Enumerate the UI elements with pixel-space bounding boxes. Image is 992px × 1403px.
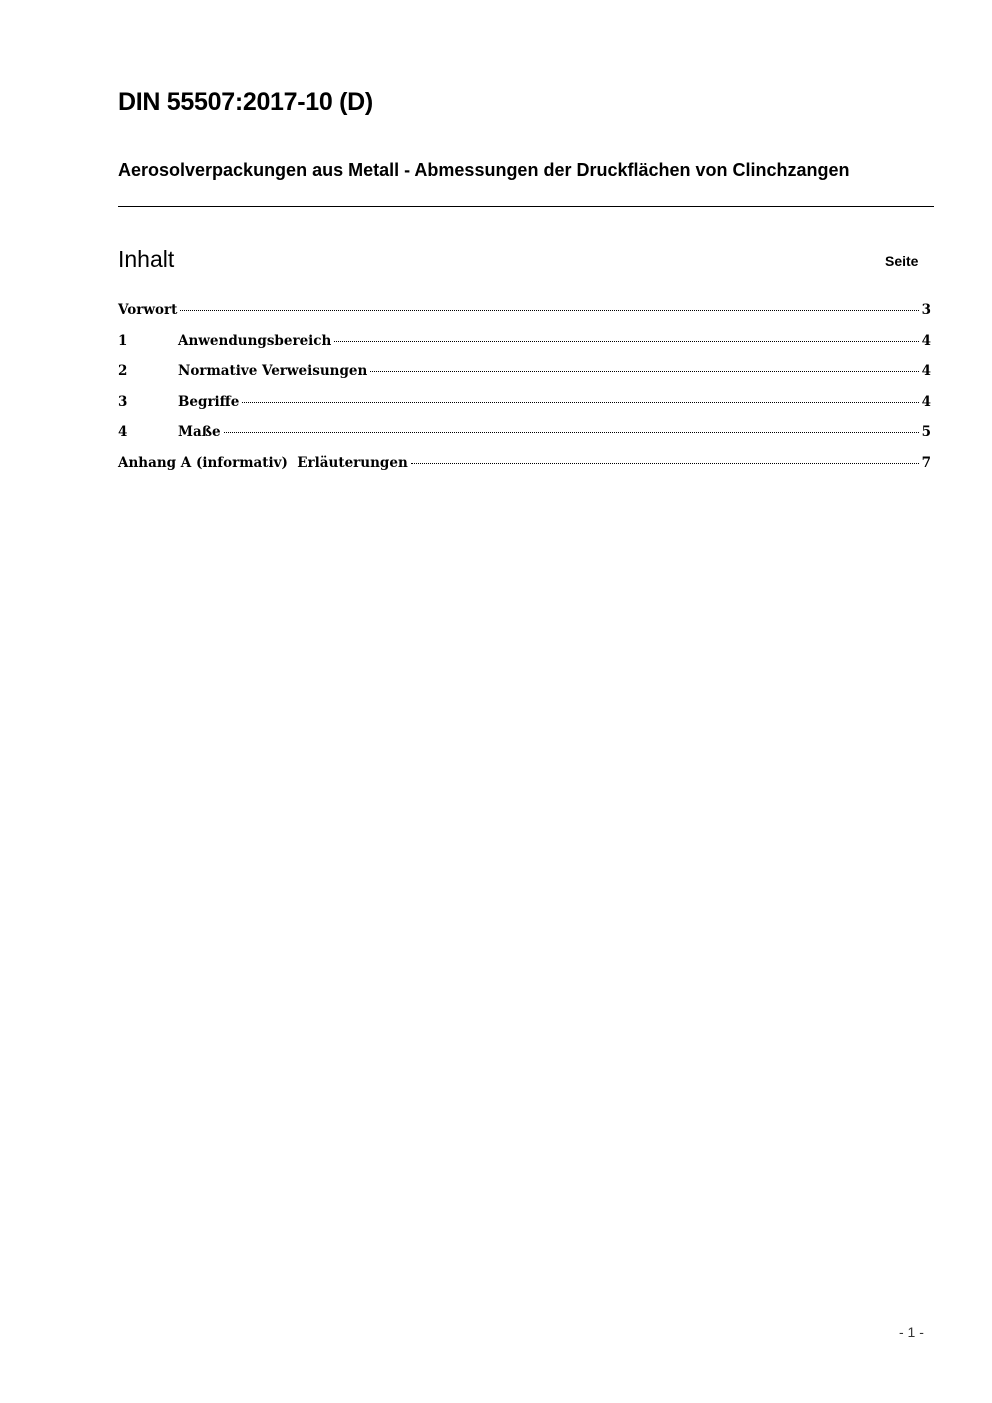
toc-dot-leader — [411, 463, 919, 464]
toc-entry-number: 4 — [118, 424, 128, 440]
table-of-contents — [118, 302, 931, 485]
toc-page-column-label: Seite — [885, 253, 919, 269]
subtitle-rule — [118, 206, 934, 207]
toc-entry-number: 1 — [118, 332, 128, 349]
page-number: - 1 - — [899, 1324, 924, 1340]
toc-dot-leader — [180, 310, 918, 311]
toc-entry-label: Begriffe — [178, 393, 240, 410]
toc-dot-leader — [242, 402, 918, 403]
document-title: DIN 55507:2017-10 (D) — [118, 88, 373, 116]
toc-entry-label: Maße — [178, 424, 221, 440]
toc-entry-label: Anwendungsbereich — [178, 332, 332, 349]
toc-entry-anhang-a[interactable] — [118, 455, 931, 486]
toc-entry-page: 7 — [921, 454, 931, 471]
toc-dot-leader — [370, 371, 918, 372]
toc-entry-anwendungsbereich[interactable] — [118, 333, 931, 364]
toc-entry-number: 3 — [118, 393, 128, 410]
toc-entry-vorwort[interactable] — [118, 302, 931, 333]
toc-entry-page: 4 — [921, 363, 931, 379]
toc-entry-page: 4 — [921, 393, 931, 410]
toc-entry-number: 2 — [118, 363, 128, 379]
toc-entry-normative-verweisungen[interactable] — [118, 363, 931, 394]
toc-entry-label: Vorwort — [118, 302, 178, 318]
toc-dot-leader — [224, 432, 919, 433]
toc-entry-label: Anhang A (informativ) Erläuterungen — [118, 454, 408, 471]
toc-entry-begriffe[interactable] — [118, 394, 931, 425]
toc-entry-masse[interactable] — [118, 424, 931, 455]
toc-entry-label: Normative Verweisungen — [178, 363, 368, 379]
toc-entry-page: 5 — [921, 424, 931, 440]
document-subtitle: Aerosolverpackungen aus Metall - Abmessungen der Druckflächen von Clinchzangen — [118, 160, 850, 180]
toc-heading: Inhalt — [118, 246, 175, 272]
toc-dot-leader — [334, 341, 918, 342]
toc-entry-page: 3 — [921, 302, 931, 318]
toc-entry-page: 4 — [921, 332, 931, 349]
